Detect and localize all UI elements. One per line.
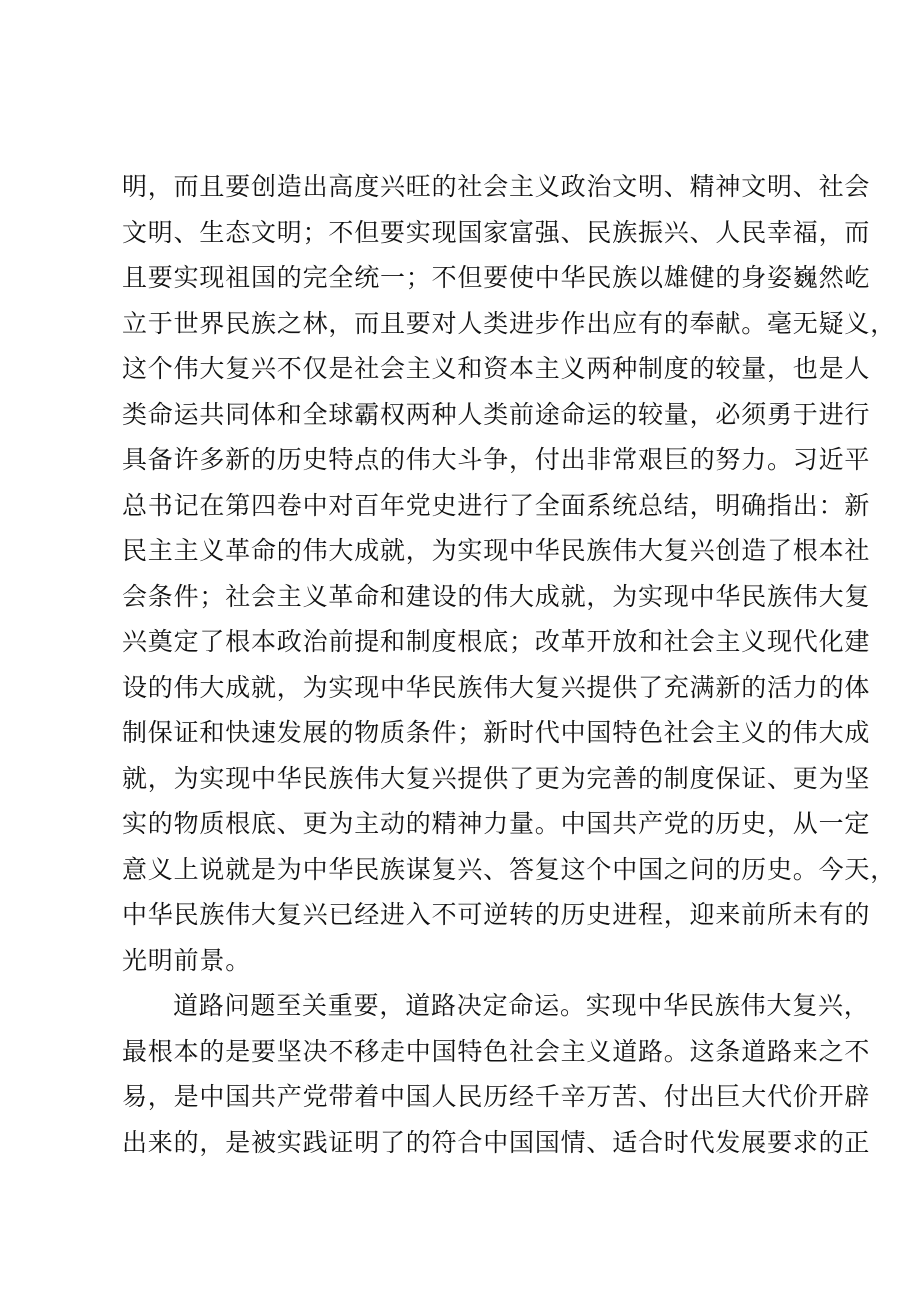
text-line: 最根本的是要坚决不移走中国特色社会主义道路。这条道路来之不 (122, 1036, 871, 1066)
text-line: 且要实现祖国的完全统一；不但要使中华民族以雄健的身姿巍然屹 (122, 263, 871, 292)
text-line: 中华民族伟大复兴已经进入不可逆转的历史进程，迎来前所未有的 (122, 900, 871, 929)
text-line: 制保证和快速发展的物质条件；新时代中国特色社会主义的伟大成 (122, 718, 871, 747)
paragraph-2 (122, 983, 871, 1165)
text-line: 道路问题至关重要，道路决定命运。实现中华民族伟大复兴， (173, 991, 870, 1020)
text-line: 出来的，是被实践证明了的符合中国国情、适合时代发展要求的正 (122, 1127, 871, 1157)
text-line: 具备许多新的历史特点的伟大斗争，付出非常艰巨的努力。习近平 (122, 445, 871, 474)
text-line: 总书记在第四卷中对百年党史进行了全面系统总结，明确指出：新 (122, 490, 871, 520)
text-line: 民主主义革命的伟大成就，为实现中华民族伟大复兴创造了根本社 (122, 536, 871, 565)
text-line: 这个伟大复兴不仅是社会主义和资本主义两种制度的较量，也是人 (122, 354, 871, 383)
text-line: 类命运共同体和全球霸权两种人类前途命运的较量，必须勇于进行 (122, 399, 871, 429)
text-line: 设的伟大成就，为实现中华民族伟大复兴提供了充满新的活力的体 (122, 672, 871, 702)
body-text (122, 164, 897, 1165)
text-line: 立于世界民族之林，而且要对人类进步作出应有的奉献。毫无疑义， (122, 308, 897, 338)
text-line: 光明前景。 (122, 945, 252, 975)
text-line: 文明、生态文明；不但要实现国家富强、民族振兴、人民幸福，而 (122, 217, 871, 247)
text-line: 实的物质根底、更为主动的精神力量。中国共产党的历史，从一定 (122, 809, 871, 838)
text-line: 明，而且要创造出高度兴旺的社会主义政治文明、精神文明、社会 (122, 172, 871, 201)
paragraph-1 (122, 164, 897, 983)
text-line: 就，为实现中华民族伟大复兴提供了更为完善的制度保证、更为坚 (122, 763, 871, 793)
text-line: 兴奠定了根本政治前提和制度根底；改革开放和社会主义现代化建 (122, 627, 871, 656)
text-line: 易，是中国共产党带着中国人民历经千辛万苦、付出巨大代价开辟 (122, 1082, 871, 1111)
text-line: 意义上说就是为中华民族谋复兴、答复这个中国之问的历史。今天， (122, 854, 897, 884)
text-line: 会条件；社会主义革命和建设的伟大成就，为实现中华民族伟大复 (122, 581, 871, 611)
